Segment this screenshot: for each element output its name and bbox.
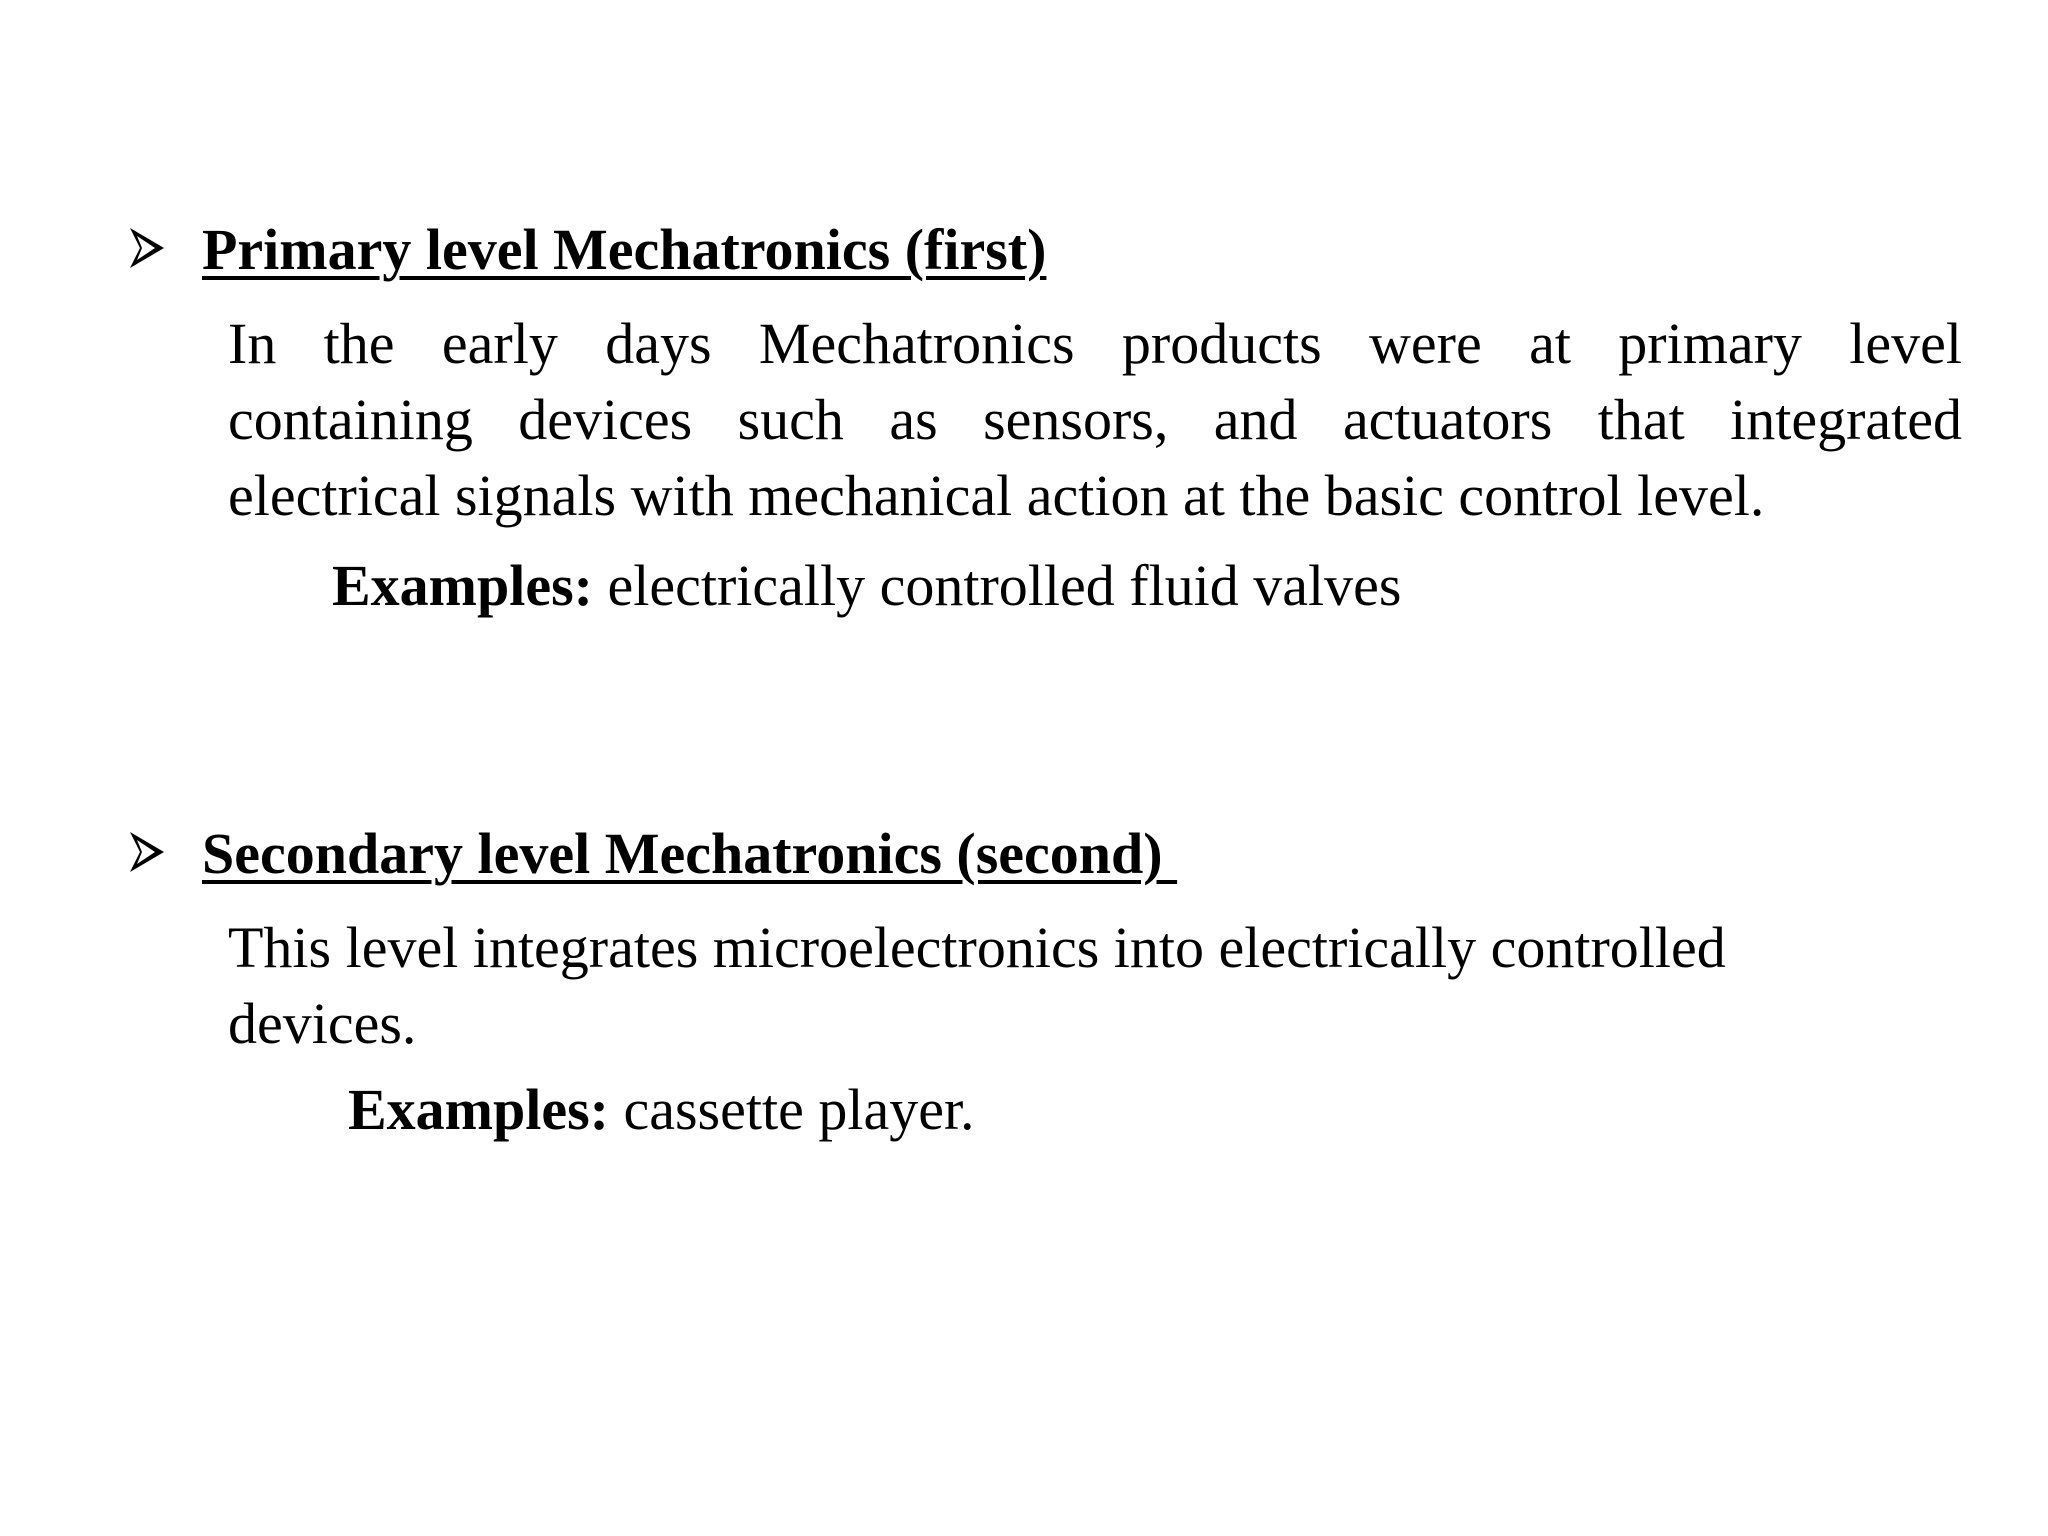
examples-line [332,548,1401,624]
arrowhead-bullet-icon [128,830,166,874]
examples-text: electrically controlled fluid valves [593,553,1402,618]
section-body [228,306,1962,534]
section-heading: Secondary level Mechatronics (second) [202,821,1178,886]
examples-line [348,1072,975,1148]
body-line: containing devices such as sensors, and actuators that integrated [228,387,1962,452]
examples-label: Examples: [332,553,593,618]
body-line: This level integrates microelectronics into electrically controlled [228,915,1726,980]
examples-text: cassette player. [609,1077,975,1142]
section-heading-row [128,214,1628,290]
examples-label: Examples: [348,1077,609,1142]
body-line: devices. [228,991,417,1056]
body-line: electrical signals with mechanical action at the basic control level. [228,463,1765,528]
section-heading: Primary level Mechatronics (first) [202,217,1047,282]
body-line: In the early days Mechatronics products were at primary level [228,311,1962,376]
section-heading-row [128,818,1628,894]
section-body [228,910,1848,1062]
arrowhead-bullet-icon [128,226,166,270]
